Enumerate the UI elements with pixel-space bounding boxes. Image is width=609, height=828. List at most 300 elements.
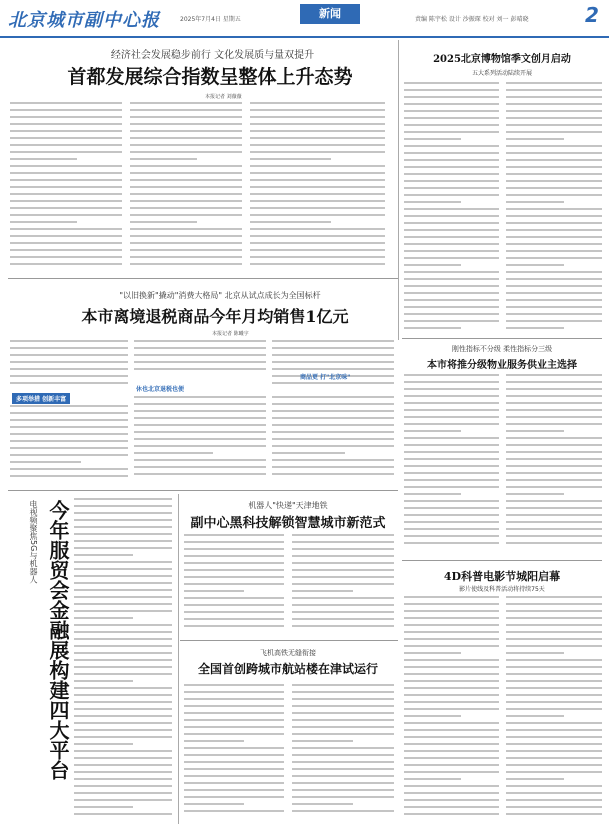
text-line <box>506 145 602 147</box>
text-line <box>272 340 394 342</box>
text-line <box>250 151 385 153</box>
text-line <box>250 144 385 146</box>
text-line <box>404 542 499 544</box>
text-line <box>10 165 122 167</box>
text-line <box>292 747 394 749</box>
text-line <box>506 659 602 661</box>
text-line <box>404 645 499 647</box>
text-line <box>74 582 172 584</box>
text-line <box>74 512 172 514</box>
text-line <box>506 701 602 703</box>
text-line <box>506 222 602 224</box>
text-line <box>404 521 499 523</box>
main-article-col2 <box>130 102 242 272</box>
text-line <box>506 250 602 252</box>
film-article-col1 <box>404 596 499 822</box>
text-line <box>506 472 602 474</box>
text-line <box>10 144 122 146</box>
text-line <box>10 375 128 377</box>
text-line <box>506 757 602 759</box>
text-line <box>404 278 499 280</box>
text-line <box>74 771 172 773</box>
text-line <box>130 235 242 237</box>
text-line <box>250 165 385 167</box>
text-line <box>74 610 172 612</box>
text-line <box>404 444 499 446</box>
text-line <box>506 694 602 696</box>
robot-article-col1 <box>184 534 284 634</box>
text-line <box>130 256 242 258</box>
text-line <box>506 528 602 530</box>
text-line <box>506 792 602 794</box>
text-line <box>506 180 602 182</box>
text-line <box>506 813 602 815</box>
text-line <box>74 547 172 549</box>
property-article-col1 <box>404 374 499 554</box>
text-line <box>134 452 213 454</box>
text-line <box>130 102 242 104</box>
text-line <box>130 249 242 251</box>
text-line <box>292 541 394 543</box>
text-line <box>292 803 353 805</box>
text-line <box>404 729 499 731</box>
text-line <box>506 208 602 210</box>
text-line <box>10 235 122 237</box>
text-line <box>10 193 122 195</box>
text-line <box>292 583 394 585</box>
text-line <box>130 193 242 195</box>
text-line <box>184 698 284 700</box>
text-line <box>404 430 461 432</box>
text-line <box>506 486 602 488</box>
rail-article-col1 <box>184 684 284 822</box>
text-line <box>506 388 602 390</box>
text-line <box>272 424 394 426</box>
text-line <box>130 242 242 244</box>
film-article-headline: 4D科普电影节城阳启幕 <box>443 570 561 583</box>
text-line <box>250 193 385 195</box>
text-line <box>404 124 499 126</box>
robot-article-headline: 副中心黑科技解锁智慧城市新范式 <box>190 516 386 531</box>
text-line <box>506 430 564 432</box>
text-line <box>404 500 499 502</box>
text-line <box>184 733 284 735</box>
text-line <box>404 451 499 453</box>
text-line <box>292 789 394 791</box>
text-line <box>506 236 602 238</box>
text-line <box>74 701 172 703</box>
text-line <box>404 437 499 439</box>
text-line <box>184 810 284 812</box>
text-line <box>74 799 172 801</box>
finance-article-body <box>74 498 172 820</box>
text-line <box>404 806 499 808</box>
taxrefund-col3-b <box>272 396 394 485</box>
text-line <box>184 625 284 627</box>
text-line <box>404 243 499 245</box>
text-line <box>506 82 602 84</box>
taxrefund-col2-b <box>134 396 266 485</box>
taxrefund-subhead-1: 多项举措 创新丰富 <box>12 393 70 404</box>
property-article-kicker: 刚性指标不分级 柔性指标分三级 <box>451 345 553 353</box>
text-line <box>404 292 499 294</box>
text-line <box>134 396 266 398</box>
text-line <box>10 123 122 125</box>
text-line <box>74 631 172 633</box>
text-line <box>506 743 602 745</box>
text-line <box>404 145 499 147</box>
text-line <box>506 278 602 280</box>
text-line <box>10 256 122 258</box>
text-line <box>10 228 122 230</box>
text-line <box>506 631 602 633</box>
text-line <box>130 158 197 160</box>
text-line <box>272 368 394 370</box>
text-line <box>404 792 499 794</box>
divider <box>8 278 398 279</box>
text-line <box>130 179 242 181</box>
text-line <box>404 514 499 516</box>
taxrefund-article-byline: 本报记者 陈曦宇 <box>212 331 249 337</box>
text-line <box>130 116 242 118</box>
text-line <box>10 249 122 251</box>
text-line <box>404 201 461 203</box>
text-line <box>74 603 172 605</box>
text-line <box>404 395 499 397</box>
text-line <box>292 775 394 777</box>
text-line <box>404 479 499 481</box>
text-line <box>506 687 602 689</box>
text-line <box>74 708 172 710</box>
text-line <box>506 166 602 168</box>
text-line <box>184 618 284 620</box>
text-line <box>10 361 128 363</box>
text-line <box>506 395 602 397</box>
text-line <box>134 410 266 412</box>
text-line <box>292 705 394 707</box>
text-line <box>506 117 602 119</box>
text-line <box>404 187 499 189</box>
text-line <box>74 519 172 521</box>
text-line <box>74 652 172 654</box>
robot-article-col2 <box>292 534 394 634</box>
text-line <box>250 186 385 188</box>
text-line <box>10 151 122 153</box>
text-line <box>184 562 284 564</box>
text-line <box>404 110 499 112</box>
text-line <box>184 576 284 578</box>
text-line <box>272 396 394 398</box>
text-line <box>10 186 122 188</box>
text-line <box>404 465 499 467</box>
text-line <box>272 361 394 363</box>
divider <box>180 640 398 641</box>
text-line <box>506 500 602 502</box>
text-line <box>130 109 242 111</box>
text-line <box>404 778 461 780</box>
text-line <box>250 228 385 230</box>
text-line <box>404 708 499 710</box>
text-line <box>272 452 345 454</box>
text-line <box>10 109 122 111</box>
text-line <box>272 431 394 433</box>
taxrefund-col2-a <box>134 340 266 380</box>
text-line <box>506 638 602 640</box>
text-line <box>74 785 172 787</box>
text-line <box>250 109 385 111</box>
text-line <box>404 813 499 815</box>
text-line <box>134 438 266 440</box>
text-line <box>506 535 602 537</box>
text-line <box>134 424 266 426</box>
text-line <box>506 764 602 766</box>
text-line <box>134 403 266 405</box>
finance-article-headline: 今年服贸会金融展构建四大平台 <box>46 500 70 780</box>
text-line <box>506 771 602 773</box>
text-line <box>250 172 385 174</box>
text-line <box>404 222 499 224</box>
text-line <box>184 548 284 550</box>
text-line <box>272 466 394 468</box>
text-line <box>272 410 394 412</box>
text-line <box>184 761 284 763</box>
text-line <box>134 340 266 342</box>
text-line <box>130 221 197 223</box>
text-line <box>506 423 602 425</box>
taxrefund-col1-b <box>10 405 128 485</box>
text-line <box>250 242 385 244</box>
text-line <box>74 666 172 668</box>
taxrefund-col3-a <box>272 340 394 390</box>
text-line <box>404 388 499 390</box>
text-line <box>404 423 499 425</box>
film-article-kicker: 影片使线及科普活动将持续75天 <box>459 586 545 593</box>
text-line <box>292 576 394 578</box>
text-line <box>506 285 602 287</box>
text-line <box>250 207 385 209</box>
text-line <box>292 796 394 798</box>
text-line <box>184 803 244 805</box>
text-line <box>250 116 385 118</box>
main-article-kicker: 经济社会发展稳步前行 文化发展质与量双提升 <box>110 50 315 61</box>
text-line <box>10 340 128 342</box>
text-line <box>184 789 284 791</box>
text-line <box>404 96 499 98</box>
museum-article-kicker: 五大系列活动陆续开展 <box>471 70 532 77</box>
property-article-headline: 本市将推分级物业服务供业主选择 <box>427 360 577 371</box>
text-line <box>404 603 499 605</box>
text-line <box>10 347 128 349</box>
text-line <box>404 306 499 308</box>
text-line <box>272 403 394 405</box>
text-line <box>250 102 385 104</box>
text-line <box>506 722 602 724</box>
text-line <box>74 764 172 766</box>
text-line <box>292 684 394 686</box>
text-line <box>506 229 602 231</box>
text-line <box>404 764 499 766</box>
text-line <box>184 534 284 536</box>
text-line <box>506 652 564 654</box>
text-line <box>250 235 385 237</box>
text-line <box>404 194 499 196</box>
text-line <box>74 673 172 675</box>
text-line <box>506 799 602 801</box>
text-line <box>404 229 499 231</box>
text-line <box>506 736 602 738</box>
text-line <box>74 638 172 640</box>
text-line <box>10 137 122 139</box>
text-line <box>10 354 128 356</box>
text-line <box>184 719 284 721</box>
text-line <box>404 313 499 315</box>
main-article-col1 <box>10 102 122 272</box>
text-line <box>272 438 394 440</box>
text-line <box>130 123 242 125</box>
text-line <box>506 187 602 189</box>
divider <box>402 560 602 561</box>
text-line <box>506 673 602 675</box>
text-line <box>404 715 461 717</box>
text-line <box>404 250 499 252</box>
text-line <box>250 263 385 265</box>
text-line <box>506 409 602 411</box>
text-line <box>292 618 394 620</box>
text-line <box>74 589 172 591</box>
text-line <box>404 680 499 682</box>
text-line <box>250 137 385 139</box>
text-line <box>184 768 284 770</box>
text-line <box>506 327 564 329</box>
text-line <box>10 221 77 223</box>
text-line <box>506 215 602 217</box>
text-line <box>74 568 172 570</box>
text-line <box>404 117 499 119</box>
text-line <box>250 256 385 258</box>
text-line <box>506 806 602 808</box>
text-line <box>506 89 602 91</box>
text-line <box>250 158 331 160</box>
text-line <box>130 130 242 132</box>
text-line <box>404 264 461 266</box>
text-line <box>404 610 499 612</box>
text-line <box>74 806 133 808</box>
text-line <box>506 479 602 481</box>
text-line <box>506 96 602 98</box>
text-line <box>404 486 499 488</box>
text-line <box>404 285 499 287</box>
text-line <box>184 597 284 599</box>
text-line <box>404 687 499 689</box>
text-line <box>506 264 564 266</box>
text-line <box>506 320 602 322</box>
text-line <box>506 124 602 126</box>
text-line <box>74 645 172 647</box>
text-line <box>404 409 499 411</box>
text-line <box>404 493 461 495</box>
text-line <box>292 534 394 536</box>
text-line <box>506 451 602 453</box>
text-line <box>292 782 394 784</box>
text-line <box>292 768 394 770</box>
text-line <box>292 597 394 599</box>
text-line <box>74 750 172 752</box>
text-line <box>184 712 284 714</box>
text-line <box>404 89 499 91</box>
text-line <box>404 743 499 745</box>
text-line <box>404 535 499 537</box>
text-line <box>404 701 499 703</box>
text-line <box>10 130 122 132</box>
text-line <box>404 458 499 460</box>
text-line <box>74 561 172 563</box>
text-line <box>250 249 385 251</box>
text-line <box>134 445 266 447</box>
rail-article-col2 <box>292 684 394 822</box>
text-line <box>404 673 499 675</box>
masthead-date: 2025年7月4日 星期五 <box>180 16 241 23</box>
text-line <box>292 691 394 693</box>
text-line <box>404 257 499 259</box>
text-line <box>506 402 602 404</box>
text-line <box>292 726 394 728</box>
section-label: 新闻 <box>300 4 360 24</box>
text-line <box>250 123 385 125</box>
text-line <box>74 554 133 556</box>
taxrefund-subhead-3: 商品更 打"北京味" <box>300 374 351 381</box>
text-line <box>404 103 499 105</box>
text-line <box>130 144 242 146</box>
text-line <box>130 207 242 209</box>
text-line <box>506 131 602 133</box>
text-line <box>74 617 133 619</box>
text-line <box>184 611 284 613</box>
text-line <box>404 736 499 738</box>
text-line <box>74 694 172 696</box>
text-line <box>506 306 602 308</box>
text-line <box>506 507 602 509</box>
text-line <box>506 437 602 439</box>
column-divider <box>398 40 399 340</box>
text-line <box>272 445 394 447</box>
text-line <box>506 152 602 154</box>
text-line <box>292 761 394 763</box>
text-line <box>74 624 172 626</box>
text-line <box>10 433 128 435</box>
text-line <box>74 526 172 528</box>
robot-article-kicker: 机器人"快递"天津地铁 <box>248 501 328 510</box>
text-line <box>506 617 602 619</box>
text-line <box>250 214 385 216</box>
text-line <box>10 102 122 104</box>
text-line <box>404 652 461 654</box>
text-line <box>506 610 602 612</box>
text-line <box>10 382 128 384</box>
text-line <box>292 712 394 714</box>
text-line <box>272 459 394 461</box>
text-line <box>10 461 81 463</box>
text-line <box>506 750 602 752</box>
taxrefund-subhead-2: 休也北京退税也便 <box>136 386 185 393</box>
text-line <box>404 152 499 154</box>
text-line <box>404 271 499 273</box>
text-line <box>506 271 602 273</box>
text-line <box>74 680 133 682</box>
text-line <box>10 179 122 181</box>
text-line <box>272 347 394 349</box>
text-line <box>506 624 602 626</box>
text-line <box>10 263 122 265</box>
